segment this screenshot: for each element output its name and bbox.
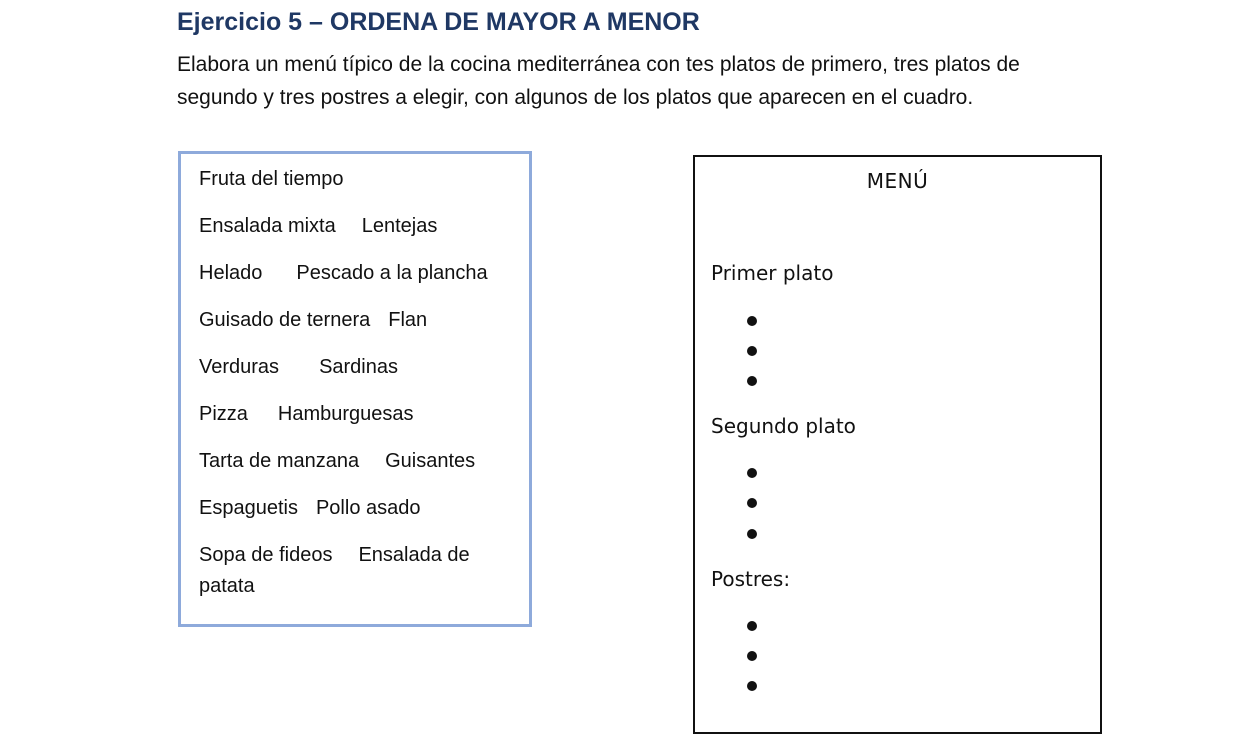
blank-bullet [747, 346, 757, 356]
dish-item: Guisado de ternera [199, 309, 371, 331]
dish-row [199, 540, 519, 602]
dish-item: Sopa de fideos [199, 544, 333, 566]
dish-item: Sardinas [319, 356, 398, 378]
dish-item: Ensalada mixta [199, 215, 336, 237]
dish-row [199, 446, 519, 493]
dish-item: Hamburguesas [277, 403, 414, 425]
dish-list [199, 164, 519, 602]
dish-row [199, 258, 519, 305]
blank-bullet [747, 376, 757, 386]
blank-bullet [747, 468, 757, 478]
dish-row [199, 211, 519, 258]
segundo-plato-heading: Segundo plato [711, 414, 856, 438]
primer-plato-heading: Primer plato [711, 261, 834, 285]
dish-item: Helado [199, 262, 263, 284]
dish-row [199, 305, 519, 352]
dish-row [199, 493, 519, 540]
exercise-instructions: Elabora un menú típico de la cocina mediterránea con tes platos de primero, tres platos de segundo y tres postres a elegir, con algunos de los platos que aparecen en el cuadro. [177, 53, 1020, 109]
dish-item: Flan [388, 309, 428, 331]
dish-item: Pizza [199, 403, 248, 425]
exercise-title: Ejercicio 5 – ORDENA DE MAYOR A MENOR [177, 8, 700, 36]
dish-item: Verduras [199, 356, 280, 378]
blank-bullet [747, 316, 757, 326]
dish-item: Ensalada de patata [199, 544, 470, 597]
dish-row [199, 164, 519, 211]
dish-item: Pollo asado [315, 497, 421, 519]
menu-title: MENÚ [866, 169, 929, 193]
dish-row [199, 399, 519, 446]
blank-bullet [747, 621, 757, 631]
blank-bullet [747, 498, 757, 508]
dish-item: Espaguetis [199, 497, 298, 519]
dish-item: Tarta de manzana [199, 450, 360, 472]
dish-item: Fruta del tiempo [199, 168, 344, 190]
menu-box [693, 155, 1102, 734]
dish-item: Lentejas [361, 215, 438, 237]
dish-options-box [178, 151, 532, 627]
dish-item: Guisantes [385, 450, 476, 472]
blank-bullet [747, 651, 757, 661]
blank-bullet [747, 681, 757, 691]
dish-item: Pescado a la plancha [296, 262, 488, 284]
blank-bullet [747, 529, 757, 539]
postres-heading: Postres: [711, 567, 791, 591]
dish-row [199, 352, 519, 399]
